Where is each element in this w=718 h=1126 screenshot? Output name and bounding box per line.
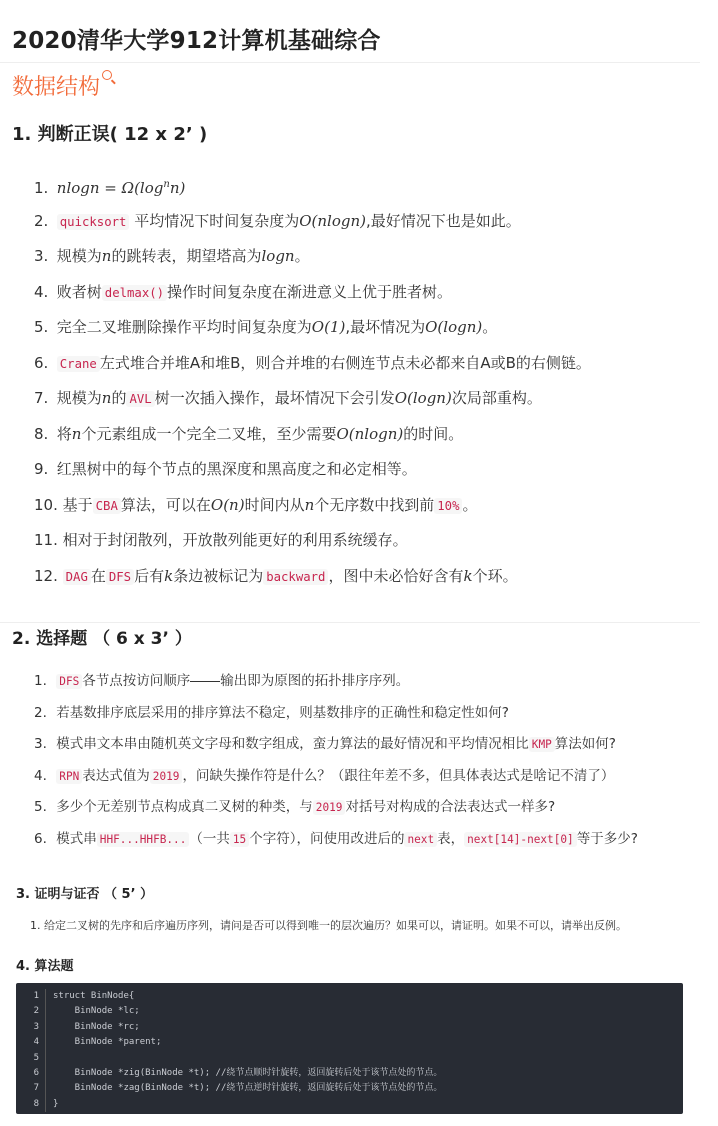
list-item: 6. Crane 左式堆合并堆A和堆B，则合并堆的右侧连节点未必都来自A或B的右侧链。 — [34, 353, 591, 372]
line-number: 4 — [33, 1037, 39, 1048]
math-expression: O(nlogn) — [336, 424, 404, 443]
section-tag[interactable] — [12, 70, 110, 101]
proof-question: 1. 给定二叉树的先序和后序遍历序列，请问是否可以得到唯一的层次遍历？如果可以，请证明。如果不可以，请举出反例。 — [30, 919, 627, 932]
list-item: 3. 规模为n的跳转表，期望塔高为logn。 — [34, 247, 310, 265]
line-number-gutter — [16, 989, 46, 1112]
math-expression: k — [463, 566, 473, 585]
math-expression: O(1) — [311, 318, 346, 336]
inline-code: DFS — [106, 569, 134, 585]
list-item: 6. 模式串 HHF...HHFB... （一共 15 个字符），问使用改进后的 next 表， next[14]-next[0] 等于多少? — [34, 830, 638, 847]
list-item: 2. quicksort 平均情况下时间复杂度为O(nlogn),最好情况下也是如此。 — [34, 211, 521, 230]
list-item: 2. 若基数排序底层采用的排序算法不稳定，则基数排序的正确性和稳定性如何? — [34, 704, 509, 721]
section-tag-label: 数据结构 — [12, 75, 101, 100]
inline-code: 10% — [434, 498, 462, 514]
inline-code: KMP — [529, 737, 555, 752]
inline-code: backward — [263, 569, 328, 585]
fill-blank — [190, 681, 220, 682]
inline-code: delmax() — [102, 285, 167, 301]
inline-code: quicksort — [57, 214, 130, 230]
inline-code: 15 — [230, 832, 249, 847]
inline-code: Crane — [57, 356, 100, 372]
math-expression: n — [71, 424, 82, 443]
inline-code: next[14]-next[0] — [464, 832, 577, 847]
code-line — [53, 1051, 442, 1066]
section-divider — [0, 622, 700, 623]
line-number: 2 — [33, 1006, 39, 1017]
section4-heading: 4. 算法题 — [16, 959, 74, 974]
list-item: 3. 模式串文本串由随机英文字母和数字组成，蛮力算法的最好情况和平均情况相比 KMP 算法如何? — [34, 736, 616, 753]
math-expression: $nlogn = \Omega(\log^nn)$ — [56, 179, 186, 197]
list-item: 5. 多少个无差别节点构成真二叉树的种类，与 2019 对括号对构成的合法表达式一样多? — [34, 799, 556, 816]
inline-code: 2019 — [150, 769, 183, 784]
section2-heading: 2. 选择题 （ 6 x 3’ ） — [12, 629, 192, 649]
inline-code: 2019 — [313, 800, 346, 815]
judgement-list — [34, 172, 591, 598]
line-number: 3 — [33, 1021, 39, 1032]
list-item: 9. 红黑树中的每个节点的黑深度和黑高度之和必定相等。 — [34, 460, 417, 478]
list-item: 12. DAG 在 DFS 后有k条边被标记为 backward ，图中未必恰好含有k个环。 — [34, 566, 518, 585]
math-expression: k — [164, 566, 174, 585]
inline-code: DAG — [63, 569, 91, 585]
math-expression: n — [304, 495, 315, 514]
line-number: 7 — [33, 1083, 39, 1094]
inline-code: CBA — [93, 498, 121, 514]
code-line: } — [53, 1098, 59, 1109]
inline-code: DFS — [56, 674, 82, 689]
inline-code: next — [404, 832, 437, 847]
math-expression: O(nlogn) — [299, 211, 366, 230]
page-title: 2020清华大学912计算机基础综合 — [12, 28, 381, 54]
math-expression: n — [101, 247, 112, 265]
code-line: BinNode *rc; — [53, 1021, 140, 1032]
code-line: BinNode *zag(BinNode *t); //绕节点逆时针旋转，返回旋转后处于该节点处的节点。 — [53, 1083, 443, 1094]
code-block — [16, 983, 683, 1114]
math-expression: O(logn) — [394, 389, 452, 407]
inline-code: RPN — [56, 769, 82, 784]
code-line: BinNode *parent; — [53, 1037, 162, 1048]
list-item: 4. 败者树 delmax() 操作时间复杂度在渐进意义上优于胜者树。 — [34, 282, 453, 301]
section3-heading: 3. 证明与证否 （ 5’ ） — [16, 887, 154, 902]
search-icon[interactable] — [102, 70, 112, 80]
math-expression: n — [101, 389, 112, 407]
list-item: 5. 完全二叉堆删除操作平均时间复杂度为O(1),最坏情况为O(logn)。 — [34, 318, 498, 336]
list-item: 1. DFS 各节点按访问顺序 输出即为原图的拓扑排序序列。 — [34, 673, 410, 689]
code-line: struct BinNode{ — [53, 991, 135, 1001]
list-item: 10. 基于 CBA 算法，可以在O(n)时间内从n个无序数中找到前 10% 。 — [34, 495, 478, 514]
math-expression: logn — [261, 247, 295, 265]
code-line: BinNode *zig(BinNode *t); //绕节点顺时针旋转，返回旋转后处于该节点处的节点。 — [53, 1067, 443, 1078]
section1-heading: 1. 判断正误( 12 x 2’ ) — [12, 124, 208, 145]
item-number: 1. — [34, 179, 49, 197]
inline-code: HHF...HHFB... — [97, 832, 190, 847]
line-number: 1 — [33, 991, 39, 1001]
code-lines — [53, 989, 442, 1112]
title-divider — [0, 62, 700, 63]
line-number: 6 — [33, 1067, 39, 1078]
list-item: 4. RPN 表达式值为 2019 ，问缺失操作符是什么？（跟往年差不多，但具体表达式是啥记不清了） — [34, 767, 615, 784]
list-item — [34, 172, 591, 208]
choice-list — [34, 669, 638, 859]
math-expression: O(logn) — [425, 318, 483, 336]
line-number: 8 — [33, 1098, 39, 1109]
code-line: BinNode *lc; — [53, 1006, 140, 1017]
inline-code: AVL — [126, 391, 154, 407]
list-item: 7. 规模为n的 AVL 树一次插入操作，最坏情况下会引发O(logn)次局部重构。 — [34, 389, 542, 407]
list-item: 11. 相对于封闭散列，开放散列能更好的利用系统缓存。 — [34, 531, 408, 549]
list-item: 8. 将n个元素组成一个完全二叉堆，至少需要O(nlogn)的时间。 — [34, 424, 464, 443]
math-expression: O(n) — [210, 495, 245, 514]
line-number: 5 — [33, 1052, 39, 1063]
